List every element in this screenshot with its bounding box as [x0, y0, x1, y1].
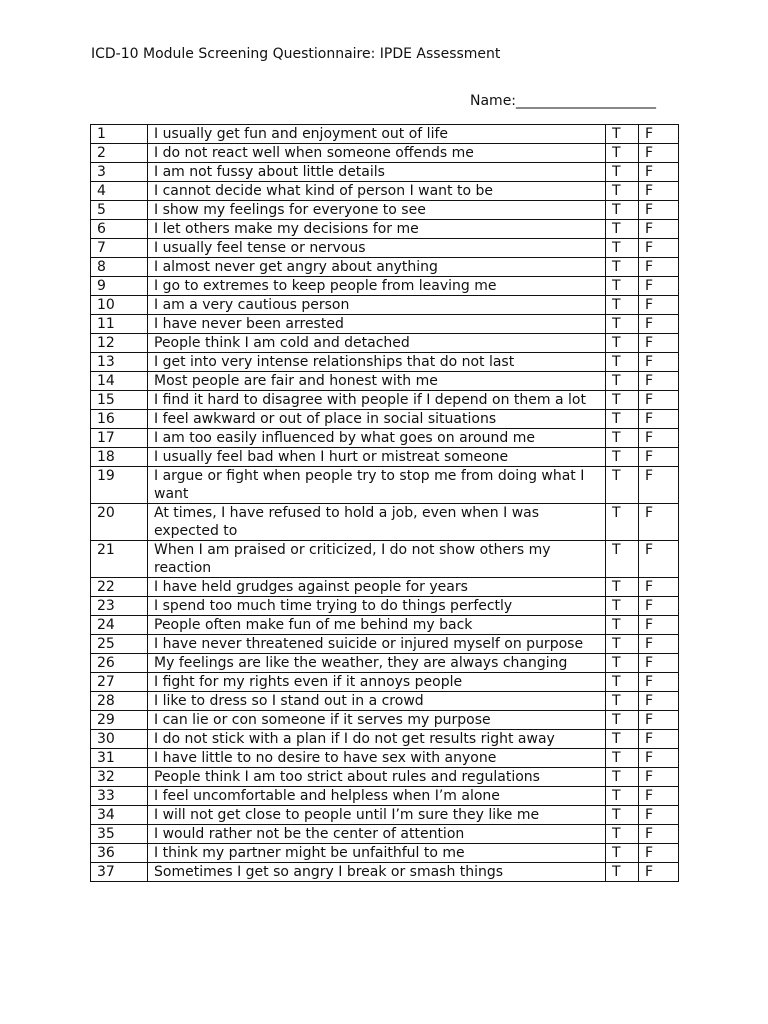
question-text: I argue or fight when people try to stop me from doing what I want	[148, 467, 606, 504]
question-number: 15	[91, 391, 148, 410]
question-number: 20	[91, 504, 148, 541]
true-option[interactable]: T	[606, 258, 639, 277]
question-number: 24	[91, 616, 148, 635]
question-row	[91, 749, 679, 768]
question-row	[91, 825, 679, 844]
true-option[interactable]: T	[606, 844, 639, 863]
question-row	[91, 163, 679, 182]
true-option[interactable]: T	[606, 182, 639, 201]
false-option[interactable]: F	[639, 353, 679, 372]
true-option[interactable]: T	[606, 391, 639, 410]
question-row	[91, 597, 679, 616]
question-number: 6	[91, 220, 148, 239]
question-text: I would rather not be the center of attention	[148, 825, 606, 844]
question-text: I usually feel tense or nervous	[148, 239, 606, 258]
question-number: 14	[91, 372, 148, 391]
question-number: 25	[91, 635, 148, 654]
true-option[interactable]: T	[606, 749, 639, 768]
false-option[interactable]: F	[639, 787, 679, 806]
false-option[interactable]: F	[639, 391, 679, 410]
question-text: I do not stick with a plan if I do not get results right away	[148, 730, 606, 749]
question-row	[91, 410, 679, 429]
question-text: I have never been arrested	[148, 315, 606, 334]
question-text: I can lie or con someone if it serves my purpose	[148, 711, 606, 730]
false-option[interactable]: F	[639, 504, 679, 541]
true-option[interactable]: T	[606, 730, 639, 749]
questionnaire-table	[90, 124, 679, 882]
question-number: 36	[91, 844, 148, 863]
false-option[interactable]: F	[639, 410, 679, 429]
question-row	[91, 635, 679, 654]
question-row	[91, 334, 679, 353]
false-option[interactable]: F	[639, 711, 679, 730]
question-text: I go to extremes to keep people from leaving me	[148, 277, 606, 296]
question-number: 2	[91, 144, 148, 163]
question-row	[91, 372, 679, 391]
questionnaire-body	[91, 125, 679, 882]
question-number: 17	[91, 429, 148, 448]
true-option[interactable]: T	[606, 239, 639, 258]
question-row	[91, 448, 679, 467]
true-option[interactable]: T	[606, 654, 639, 673]
question-number: 21	[91, 541, 148, 578]
question-row	[91, 616, 679, 635]
true-option[interactable]: T	[606, 315, 639, 334]
question-number: 22	[91, 578, 148, 597]
question-text: People often make fun of me behind my back	[148, 616, 606, 635]
question-text: I feel uncomfortable and helpless when I’m alone	[148, 787, 606, 806]
true-option[interactable]: T	[606, 768, 639, 787]
question-row	[91, 844, 679, 863]
name-field[interactable]: Name:____________________	[470, 93, 657, 109]
false-option[interactable]: F	[639, 144, 679, 163]
question-number: 10	[91, 296, 148, 315]
true-option[interactable]: T	[606, 787, 639, 806]
question-row	[91, 220, 679, 239]
true-option[interactable]: T	[606, 277, 639, 296]
false-option[interactable]: F	[639, 334, 679, 353]
question-row	[91, 541, 679, 578]
question-row	[91, 391, 679, 410]
question-number: 11	[91, 315, 148, 334]
question-text: I fight for my rights even if it annoys people	[148, 673, 606, 692]
question-number: 8	[91, 258, 148, 277]
question-text: Sometimes I get so angry I break or smash things	[148, 863, 606, 882]
question-text: I usually get fun and enjoyment out of life	[148, 125, 606, 144]
question-text: People think I am cold and detached	[148, 334, 606, 353]
question-row	[91, 144, 679, 163]
question-number: 1	[91, 125, 148, 144]
false-option[interactable]: F	[639, 163, 679, 182]
question-text: I find it hard to disagree with people if I depend on them a lot	[148, 391, 606, 410]
question-number: 28	[91, 692, 148, 711]
question-row	[91, 654, 679, 673]
true-option[interactable]: T	[606, 429, 639, 448]
question-row	[91, 504, 679, 541]
question-row	[91, 353, 679, 372]
false-option[interactable]: F	[639, 372, 679, 391]
true-option[interactable]: T	[606, 616, 639, 635]
question-number: 7	[91, 239, 148, 258]
true-option[interactable]: T	[606, 220, 639, 239]
question-number: 19	[91, 467, 148, 504]
question-text: People think I am too strict about rules and regulations	[148, 768, 606, 787]
question-row	[91, 201, 679, 220]
false-option[interactable]: F	[639, 654, 679, 673]
question-row	[91, 787, 679, 806]
question-number: 5	[91, 201, 148, 220]
question-number: 31	[91, 749, 148, 768]
false-option[interactable]: F	[639, 296, 679, 315]
false-option[interactable]: F	[639, 825, 679, 844]
question-number: 27	[91, 673, 148, 692]
question-number: 23	[91, 597, 148, 616]
false-option[interactable]: F	[639, 239, 679, 258]
question-row	[91, 277, 679, 296]
false-option[interactable]: F	[639, 635, 679, 654]
false-option[interactable]: F	[639, 541, 679, 578]
true-option[interactable]: T	[606, 673, 639, 692]
false-option[interactable]: F	[639, 578, 679, 597]
true-option[interactable]: T	[606, 578, 639, 597]
question-row	[91, 768, 679, 787]
false-option[interactable]: F	[639, 844, 679, 863]
true-option[interactable]: T	[606, 372, 639, 391]
question-number: 34	[91, 806, 148, 825]
question-number: 3	[91, 163, 148, 182]
question-row	[91, 182, 679, 201]
true-option[interactable]: T	[606, 201, 639, 220]
question-number: 35	[91, 825, 148, 844]
question-text: I let others make my decisions for me	[148, 220, 606, 239]
false-option[interactable]: F	[639, 429, 679, 448]
question-row	[91, 863, 679, 882]
true-option[interactable]: T	[606, 504, 639, 541]
question-row	[91, 258, 679, 277]
question-row	[91, 711, 679, 730]
question-number: 16	[91, 410, 148, 429]
false-option[interactable]: F	[639, 597, 679, 616]
question-row	[91, 730, 679, 749]
false-option[interactable]: F	[639, 258, 679, 277]
false-option[interactable]: F	[639, 616, 679, 635]
false-option[interactable]: F	[639, 863, 679, 882]
question-row	[91, 296, 679, 315]
true-option[interactable]: T	[606, 125, 639, 144]
false-option[interactable]: F	[639, 448, 679, 467]
true-option[interactable]: T	[606, 635, 639, 654]
question-row	[91, 429, 679, 448]
false-option[interactable]: F	[639, 768, 679, 787]
question-number: 32	[91, 768, 148, 787]
true-option[interactable]: T	[606, 144, 639, 163]
true-option[interactable]: T	[606, 334, 639, 353]
true-option[interactable]: T	[606, 863, 639, 882]
question-text: Most people are fair and honest with me	[148, 372, 606, 391]
false-option[interactable]: F	[639, 730, 679, 749]
false-option[interactable]: F	[639, 467, 679, 504]
question-number: 13	[91, 353, 148, 372]
question-text: I cannot decide what kind of person I want to be	[148, 182, 606, 201]
true-option[interactable]: T	[606, 296, 639, 315]
true-option[interactable]: T	[606, 825, 639, 844]
false-option[interactable]: F	[639, 201, 679, 220]
question-row	[91, 673, 679, 692]
question-text: I like to dress so I stand out in a crowd	[148, 692, 606, 711]
question-text: I get into very intense relationships that do not last	[148, 353, 606, 372]
false-option[interactable]: F	[639, 749, 679, 768]
question-number: 9	[91, 277, 148, 296]
true-option[interactable]: T	[606, 711, 639, 730]
true-option[interactable]: T	[606, 597, 639, 616]
false-option[interactable]: F	[639, 125, 679, 144]
question-text: I have never threatened suicide or injured myself on purpose	[148, 635, 606, 654]
question-text: I do not react well when someone offends me	[148, 144, 606, 163]
question-number: 4	[91, 182, 148, 201]
question-text: I am not fussy about little details	[148, 163, 606, 182]
question-text: I am a very cautious person	[148, 296, 606, 315]
question-row	[91, 578, 679, 597]
question-text: I almost never get angry about anything	[148, 258, 606, 277]
question-row	[91, 315, 679, 334]
question-number: 12	[91, 334, 148, 353]
question-row	[91, 239, 679, 258]
false-option[interactable]: F	[639, 220, 679, 239]
question-number: 37	[91, 863, 148, 882]
question-text: I show my feelings for everyone to see	[148, 201, 606, 220]
false-option[interactable]: F	[639, 182, 679, 201]
false-option[interactable]: F	[639, 277, 679, 296]
question-text: My feelings are like the weather, they are always changing	[148, 654, 606, 673]
false-option[interactable]: F	[639, 692, 679, 711]
question-text: I think my partner might be unfaithful to me	[148, 844, 606, 863]
false-option[interactable]: F	[639, 315, 679, 334]
question-row	[91, 806, 679, 825]
question-text: I have held grudges against people for years	[148, 578, 606, 597]
false-option[interactable]: F	[639, 806, 679, 825]
question-text: I spend too much time trying to do things perfectly	[148, 597, 606, 616]
question-row	[91, 125, 679, 144]
question-text: I am too easily influenced by what goes on around me	[148, 429, 606, 448]
page-title: ICD-10 Module Screening Questionnaire: IPDE Assessment	[91, 46, 501, 62]
true-option[interactable]: T	[606, 353, 639, 372]
question-text: I usually feel bad when I hurt or mistreat someone	[148, 448, 606, 467]
true-option[interactable]: T	[606, 541, 639, 578]
false-option[interactable]: F	[639, 673, 679, 692]
true-option[interactable]: T	[606, 448, 639, 467]
question-row	[91, 692, 679, 711]
true-option[interactable]: T	[606, 806, 639, 825]
question-text: When I am praised or criticized, I do not show others my reaction	[148, 541, 606, 578]
true-option[interactable]: T	[606, 692, 639, 711]
question-number: 18	[91, 448, 148, 467]
question-text: I feel awkward or out of place in social situations	[148, 410, 606, 429]
question-text: I have little to no desire to have sex with anyone	[148, 749, 606, 768]
question-text: At times, I have refused to hold a job, even when I was expected to	[148, 504, 606, 541]
question-text: I will not get close to people until I’m sure they like me	[148, 806, 606, 825]
true-option[interactable]: T	[606, 410, 639, 429]
question-number: 29	[91, 711, 148, 730]
question-row	[91, 467, 679, 504]
true-option[interactable]: T	[606, 163, 639, 182]
question-number: 26	[91, 654, 148, 673]
question-number: 33	[91, 787, 148, 806]
question-number: 30	[91, 730, 148, 749]
true-option[interactable]: T	[606, 467, 639, 504]
